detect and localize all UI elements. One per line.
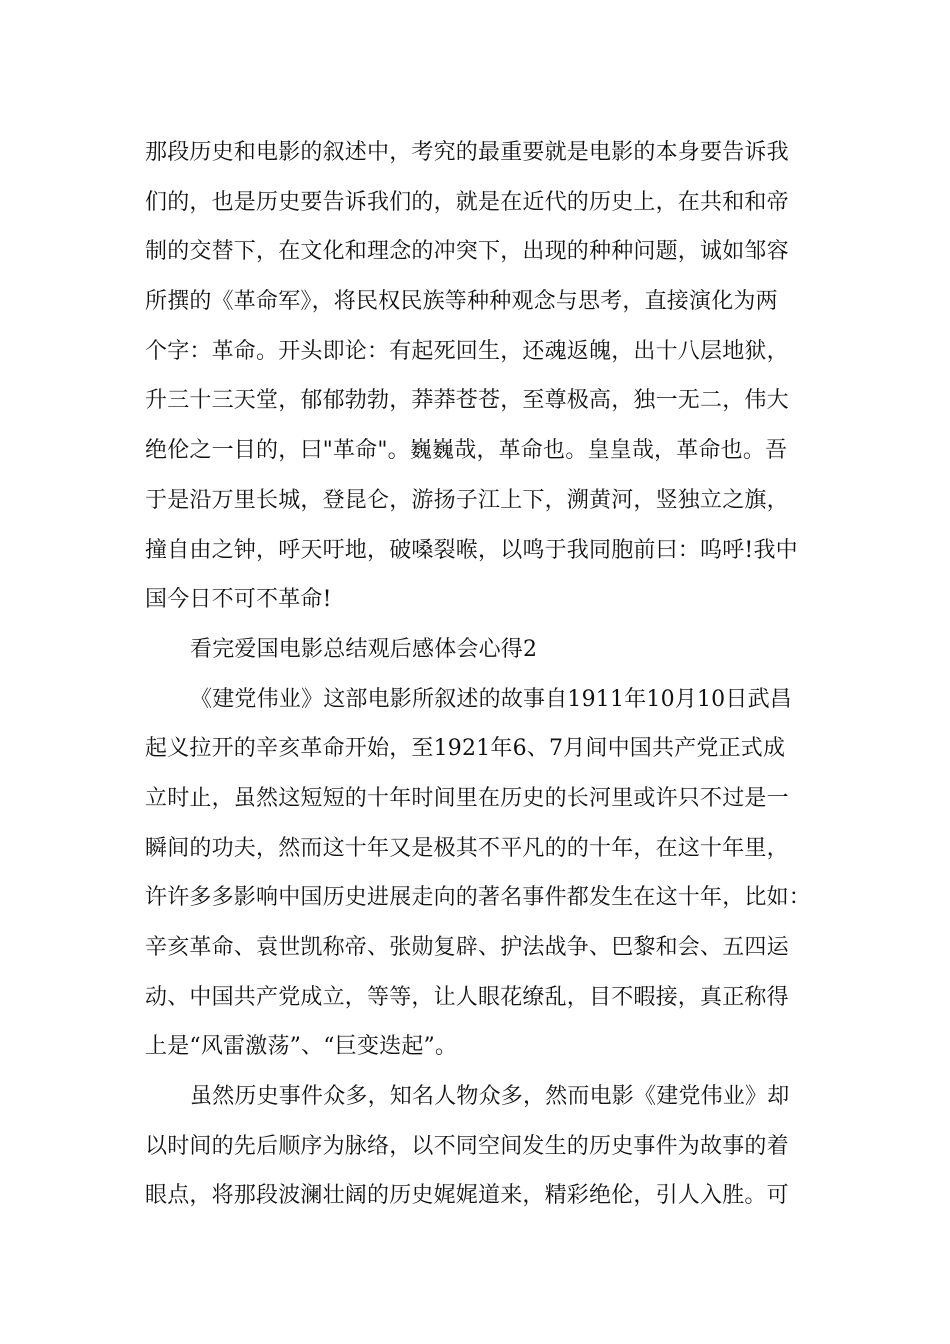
text-line: 所撰的《革命军》，将民权民族等种种观念与思考，直接演化为两 [145, 289, 778, 315]
text-line: 动、中国共产党成立，等等，让人眼花缭乱，目不暇接，真正称得 [145, 984, 789, 1010]
text-line: 那段历史和电影的叙述中，考究的最重要就是电影的本身要告诉我 [145, 140, 789, 165]
paragraph-first-line: 虽然历史事件众多，知名人物众多，然而电影《建党伟业》却 [190, 1084, 790, 1110]
text-line: 撞自由之钟，呼天吁地，破嗓裂喉，以鸣于我同胞前曰：呜呼!我中 [145, 537, 798, 563]
text-line: 立时止，虽然这短短的十年时间里在历史的长河里或许只不过是一 [145, 785, 789, 811]
text-line: 于是沿万里长城，登昆仑，游扬子江上下，溯黄河，竖独立之旗， [145, 487, 789, 513]
text-line: 起义拉开的辛亥革命开始，至1921年6、7月间中国共产党正式成 [145, 736, 786, 762]
text-line: 升三十三天堂，郁郁勃勃，莽莽苍苍，至尊极高，独一无二，伟大 [145, 388, 789, 414]
document-body [145, 128, 835, 1221]
text-line: 上是“风雷激荡”、“巨变迭起”。 [145, 1034, 458, 1060]
paragraph-first-line: 《建党伟业》这部电影所叙述的故事自1911年10月10日武昌 [190, 686, 792, 712]
text-line: 个字：革命。开头即论：有起死回生，还魂返魄，出十八层地狱， [145, 338, 789, 364]
text-line: 眼点，将那段波澜壮阔的历史娓娓道来，精彩绝伦，引人入胜。可 [145, 1183, 789, 1209]
text-line: 们的，也是历史要告诉我们的，就是在近代的历史上，在共和和帝 [145, 189, 789, 215]
text-line: 绝伦之一目的，曰"革命"。巍巍哉，革命也。皇皇哉，革命也。吾 [145, 438, 788, 464]
text-line: 许许多多影响中国历史进展走向的著名事件都发生在这十年，比如： [145, 885, 812, 911]
section-heading: 看完爱国电影总结观后感体会心得2 [190, 636, 538, 662]
text-line: 国今日不可不革命! [145, 587, 332, 613]
text-line: 以时间的先后顺序为脉络，以不同空间发生的历史事件为故事的着 [145, 1133, 789, 1159]
text-line: 制的交替下，在文化和理念的冲突下，出现的种种问题，诚如邹容 [145, 239, 789, 265]
text-line: 辛亥革命、袁世凯称帝、张勋复辟、护法战争、巴黎和会、五四运 [145, 935, 789, 960]
text-line: 瞬间的功夫，然而这十年又是极其不平凡的的十年，在这十年里， [145, 835, 789, 861]
